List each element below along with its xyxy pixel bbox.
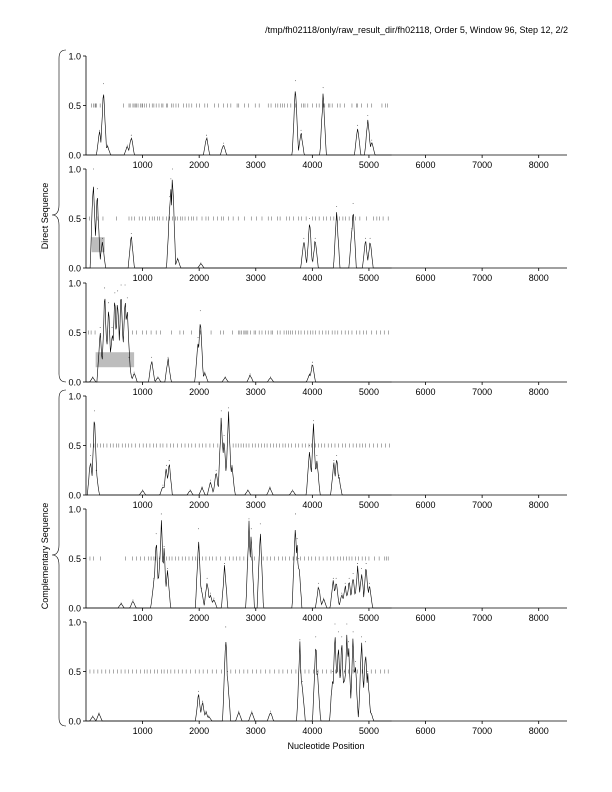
profile-peak-point: [90, 455, 91, 456]
x-tick-label: 4000: [302, 160, 323, 170]
profile-peak-point: [133, 600, 134, 601]
profile-peak-point: [96, 470, 97, 471]
x-tick-label: 5000: [358, 387, 379, 397]
x-tick-label: 2000: [189, 160, 210, 170]
x-tick-label: 1000: [132, 387, 153, 397]
x-tick-label: 1000: [132, 726, 153, 736]
profile-peak-point: [164, 546, 165, 547]
profile-peak-point: [198, 691, 199, 692]
header-text: /tmp/fh02118/only/raw_result_dir/fh02118, Order 5, Window 96, Step 12, 2/2: [265, 25, 568, 35]
profile-peak-point: [201, 588, 202, 589]
profile-peak-point: [172, 169, 173, 170]
coding-profile-line: [86, 412, 392, 496]
profile-peak-point: [309, 374, 310, 375]
y-tick-label: 0.0: [68, 716, 81, 727]
y-tick-label: 1.0: [68, 391, 81, 402]
profile-peak-point: [127, 145, 128, 146]
x-tick-label: 2000: [189, 613, 210, 623]
y-tick-label: 1.0: [68, 164, 81, 175]
profile-peak-point: [309, 218, 310, 219]
profile-peak-point: [94, 410, 95, 411]
panel-6: [68, 618, 567, 737]
profile-peak-point: [127, 297, 128, 298]
complementary-sequence-label: Complementary Sequence: [40, 502, 50, 610]
panel-1: [68, 52, 567, 171]
profile-peak-point: [292, 490, 293, 491]
y-tick-label: 0.0: [68, 603, 81, 614]
profile-peak-point: [200, 310, 201, 311]
complementary-sequence-brace: [52, 390, 66, 726]
x-tick-label: 6000: [415, 273, 436, 283]
profile-peak-point: [346, 624, 347, 625]
profile-peak-point: [161, 514, 162, 515]
y-tick-label: 1.0: [68, 617, 81, 628]
profile-peak-point: [107, 145, 108, 146]
x-tick-label: 2000: [189, 387, 210, 397]
profile-peak-point: [104, 288, 105, 289]
profile-peak-point: [366, 563, 367, 564]
x-tick-label: 7000: [472, 500, 493, 510]
profile-peak-point: [159, 558, 160, 559]
x-tick-label: 3000: [245, 500, 266, 510]
profile-peak-point: [270, 487, 271, 488]
profile-peak-point: [335, 624, 336, 625]
x-tick-label: 4000: [302, 613, 323, 623]
profile-peak-point: [333, 460, 334, 461]
profile-peak-point: [318, 583, 319, 584]
x-tick-label: 8000: [528, 387, 549, 397]
x-tick-label: 7000: [472, 387, 493, 397]
profile-peak-point: [213, 598, 214, 599]
x-tick-label: 8000: [528, 726, 549, 736]
profile-peak-point: [216, 470, 217, 471]
profile-peak-point: [260, 523, 261, 524]
profile-peak-point: [114, 293, 115, 294]
profile-peak-point: [200, 263, 201, 264]
panels: [68, 52, 567, 737]
profile-peak-point: [156, 533, 157, 534]
x-tick-label: 5000: [358, 160, 379, 170]
x-tick-label: 3000: [245, 160, 266, 170]
x-tick-label: 4000: [302, 273, 323, 283]
panel-2: [68, 165, 567, 284]
profile-peak-point: [121, 603, 122, 604]
profile-peak-point: [238, 711, 239, 712]
y-tick-label: 0.5: [68, 667, 81, 677]
profile-peak-point: [112, 327, 113, 328]
profile-peak-point: [270, 377, 271, 378]
profile-peak-point: [345, 583, 346, 584]
profile-peak-point: [251, 528, 252, 529]
profile-peak-point: [357, 125, 358, 126]
profile-peak-point: [92, 716, 93, 717]
profile-peak-point: [312, 362, 313, 363]
profile-peak-point: [371, 140, 372, 141]
y-tick-label: 0.0: [68, 150, 81, 161]
profile-peak-point: [142, 490, 143, 491]
profile-peak-point: [249, 519, 250, 520]
profile-peak-point: [317, 671, 318, 672]
y-tick-label: 0.0: [68, 263, 81, 274]
profile-peak-point: [157, 377, 158, 378]
profile-peak-point: [221, 410, 222, 411]
profile-peak-point: [223, 143, 224, 144]
profile-peak-point: [232, 465, 233, 466]
profile-peak-point: [348, 641, 349, 642]
y-tick-label: 0.5: [68, 328, 81, 338]
y-tick-label: 1.0: [68, 278, 81, 289]
y-tick-label: 0.0: [68, 490, 81, 501]
profile-peak-point: [99, 130, 100, 131]
profile-peak-point: [97, 188, 98, 189]
profile-peak-point: [125, 285, 126, 286]
profile-peak-point: [357, 563, 358, 564]
profile-peak-point: [134, 372, 135, 373]
profile-peak-point: [301, 130, 302, 131]
profile-peak-point: [198, 528, 199, 529]
profile-peak-point: [339, 475, 340, 476]
profile-peak-point: [365, 238, 366, 239]
profile-peak-point: [206, 135, 207, 136]
profile-peak-point: [227, 671, 228, 672]
profile-peak-point: [332, 671, 333, 672]
profile-peak-point: [210, 480, 211, 481]
profile-peak-point: [302, 681, 303, 682]
profile-peak-point: [208, 716, 209, 717]
profile-peak-point: [336, 206, 337, 207]
x-tick-label: 7000: [472, 726, 493, 736]
x-tick-label: 1000: [132, 273, 153, 283]
profile-peak-point: [367, 115, 368, 116]
profile-peak-point: [168, 357, 169, 358]
y-tick-label: 1.0: [68, 51, 81, 62]
profile-peak-point: [129, 357, 130, 358]
x-tick-label: 4000: [302, 726, 323, 736]
profile-peak-point: [316, 455, 317, 456]
coding-profile-line: [86, 91, 392, 155]
coding-profile-line: [86, 520, 392, 608]
x-tick-label: 3000: [245, 273, 266, 283]
y-tick-label: 0.5: [68, 101, 81, 111]
profile-peak-point: [315, 636, 316, 637]
x-axis-label: Nucleotide Position: [287, 741, 365, 751]
profile-peak-point: [225, 627, 226, 628]
profile-peak-point: [225, 377, 226, 378]
profile-peak-point: [167, 568, 168, 569]
profile-peak-point: [100, 327, 101, 328]
profile-peak-point: [228, 407, 229, 408]
profile-peak-point: [341, 593, 342, 594]
x-tick-label: 5000: [358, 613, 379, 623]
profile-peak-point: [190, 490, 191, 491]
profile-peak-point: [333, 578, 334, 579]
profile-peak-point: [361, 636, 362, 637]
x-tick-label: 7000: [472, 613, 493, 623]
y-tick-label: 0.5: [68, 441, 81, 451]
profile-peak-point: [206, 711, 207, 712]
profile-peak-point: [315, 238, 316, 239]
x-tick-label: 5000: [358, 726, 379, 736]
x-tick-label: 8000: [528, 500, 549, 510]
profile-peak-point: [154, 578, 155, 579]
x-tick-label: 8000: [528, 613, 549, 623]
profile-peak-point: [170, 179, 171, 180]
direct-sequence-brace: [52, 50, 66, 382]
y-tick-label: 0.5: [68, 214, 81, 224]
x-tick-label: 2000: [189, 273, 210, 283]
profile-peak-point: [295, 514, 296, 515]
profile-peak-point: [303, 238, 304, 239]
panel-5: [68, 505, 567, 624]
x-tick-label: 1000: [132, 500, 153, 510]
profile-peak-point: [313, 420, 314, 421]
x-tick-label: 6000: [415, 726, 436, 736]
x-tick-label: 5000: [358, 273, 379, 283]
profile-peak-point: [177, 258, 178, 259]
x-tick-label: 7000: [472, 273, 493, 283]
profile-peak-point: [270, 711, 271, 712]
profile-peak-point: [166, 465, 167, 466]
profile-peak-point: [300, 639, 301, 640]
x-tick-label: 2000: [189, 726, 210, 736]
profile-peak-point: [323, 598, 324, 599]
profile-peak-point: [298, 558, 299, 559]
x-tick-label: 3000: [245, 387, 266, 397]
profile-peak-point: [369, 583, 370, 584]
profile-peak-point: [361, 568, 362, 569]
profile-peak-point: [297, 538, 298, 539]
profile-peak-point: [108, 302, 109, 303]
profile-peak-point: [353, 573, 354, 574]
profile-peak-point: [353, 203, 354, 204]
profile-peak-point: [131, 233, 132, 234]
x-tick-label: 3000: [245, 613, 266, 623]
x-tick-label: 1000: [132, 613, 153, 623]
profile-peak-point: [224, 435, 225, 436]
profile-peak-point: [309, 445, 310, 446]
profile-peak-point: [117, 291, 118, 292]
x-tick-label: 8000: [528, 273, 549, 283]
profile-peak-point: [370, 711, 371, 712]
profile-peak-point: [323, 87, 324, 88]
profile-peak-point: [247, 490, 248, 491]
profile-peak-point: [103, 83, 104, 84]
profile-peak-point: [224, 563, 225, 564]
direct-sequence-label: Direct Sequence: [40, 182, 50, 250]
profile-peak-point: [202, 701, 203, 702]
x-tick-label: 4000: [302, 500, 323, 510]
profile-peak-point: [202, 487, 203, 488]
profile-peak-point: [370, 238, 371, 239]
profile-peak-point: [204, 372, 205, 373]
y-tick-label: 0.0: [68, 377, 81, 388]
profile-peak-point: [341, 636, 342, 637]
profile-peak-point: [352, 228, 353, 229]
x-tick-label: 1000: [132, 160, 153, 170]
x-tick-label: 3000: [245, 726, 266, 736]
profile-peak-point: [367, 671, 368, 672]
profile-peak-point: [169, 196, 170, 197]
profile-peak-point: [92, 377, 93, 378]
profile-peak-point: [250, 374, 251, 375]
profile-peak-point: [93, 169, 94, 170]
panel-4: [68, 392, 567, 511]
y-tick-label: 0.5: [68, 554, 81, 564]
profile-peak-point: [336, 578, 337, 579]
profile-peak-point: [198, 337, 199, 338]
y-tick-label: 1.0: [68, 504, 81, 515]
x-tick-label: 6000: [415, 613, 436, 623]
profile-peak-point: [338, 632, 339, 633]
profile-peak-point: [344, 671, 345, 672]
x-tick-label: 8000: [528, 160, 549, 170]
profile-peak-point: [99, 713, 100, 714]
x-tick-label: 6000: [415, 387, 436, 397]
profile-peak-point: [251, 711, 252, 712]
x-tick-label: 7000: [472, 160, 493, 170]
profile-peak-point: [295, 80, 296, 81]
profile-peak-point: [336, 455, 337, 456]
x-tick-label: 6000: [415, 160, 436, 170]
profile-peak-point: [121, 285, 122, 286]
profile-peak-point: [131, 135, 132, 136]
x-tick-label: 2000: [189, 500, 210, 510]
profile-peak-point: [349, 578, 350, 579]
coding-profile-line: [86, 299, 392, 382]
profile-peak-point: [355, 661, 356, 662]
x-tick-label: 6000: [415, 500, 436, 510]
coding-profile-line: [86, 635, 392, 721]
profile-peak-point: [365, 641, 366, 642]
x-tick-label: 4000: [302, 387, 323, 397]
profile-peak-point: [353, 632, 354, 633]
profile-peak-point: [207, 578, 208, 579]
profile-peak-point: [163, 485, 164, 486]
panel-3: [68, 279, 567, 398]
profile-peak-point: [151, 357, 152, 358]
profile-peak-point: [102, 238, 103, 239]
x-tick-label: 5000: [358, 500, 379, 510]
coding-profile-line: [86, 180, 392, 268]
profile-peak-point: [169, 460, 170, 461]
profile-peak-point: [210, 593, 211, 594]
